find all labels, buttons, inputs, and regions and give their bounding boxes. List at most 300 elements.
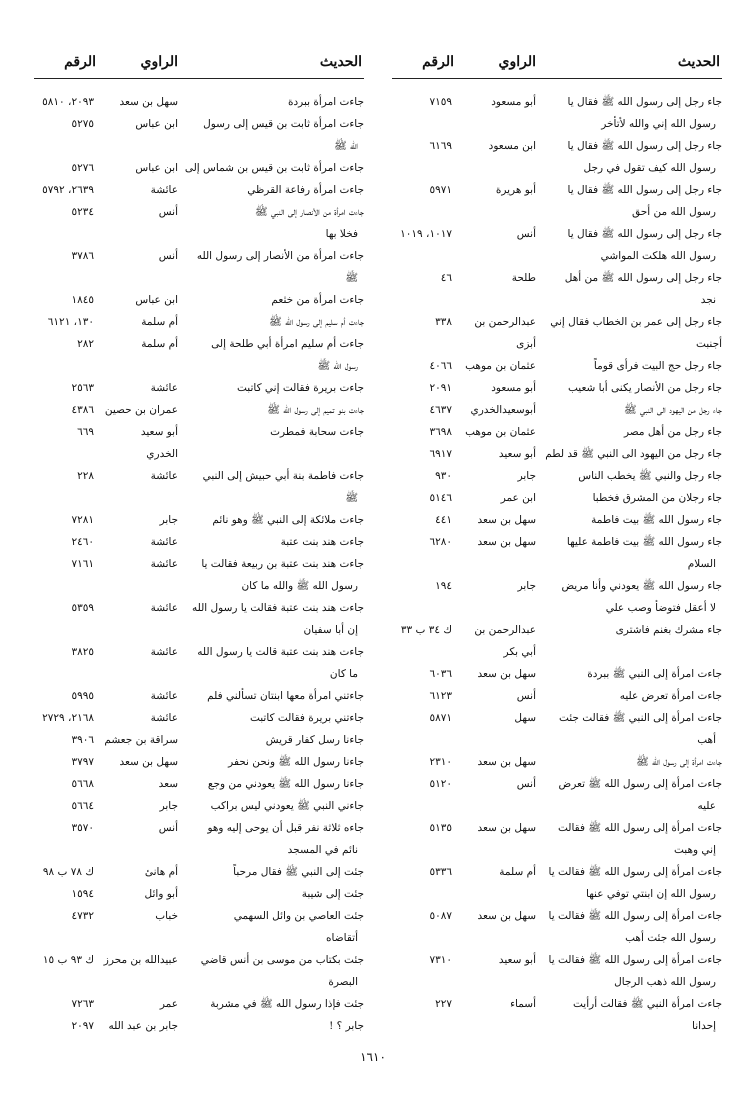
hadith-number: ٢٤٦٠ bbox=[71, 536, 94, 548]
narrator: عائشة bbox=[150, 382, 178, 394]
narrator: أبزى bbox=[516, 338, 536, 350]
hadith-text: إني وهبت bbox=[673, 844, 716, 856]
hadith-text: جاءت امرأة من الأنصار إلى رسول الله bbox=[196, 250, 364, 262]
hadith-text: جاءت امرأة إلى رسول الله ﷺ bbox=[636, 756, 722, 768]
hadith-number: ٣٥٧٠ bbox=[71, 822, 94, 834]
hadith-number: ٦١٢٣ bbox=[429, 690, 452, 702]
narrator: عثمان بن موهب bbox=[465, 360, 536, 372]
index-entry-row bbox=[34, 795, 364, 817]
hadith-text: لا أعقل فتوضأ وصب علي bbox=[605, 602, 716, 614]
index-entry-row bbox=[34, 289, 364, 311]
index-entry-row bbox=[392, 509, 722, 531]
hadith-number: ٥٨٧١ bbox=[429, 712, 452, 724]
index-entry-row bbox=[34, 113, 364, 135]
hadith-text: إن أبا سفيان bbox=[303, 624, 358, 636]
index-entry-row bbox=[392, 685, 722, 707]
hadith-text: جاء مشرك بغنم فاشترى bbox=[615, 624, 722, 636]
narrator: عمران بن حصين bbox=[104, 404, 178, 416]
narrator: أبو سعيد bbox=[498, 448, 536, 460]
index-entry-row bbox=[34, 773, 364, 795]
hadith-number: ١٥٩٤ bbox=[71, 888, 94, 900]
narrator: عائشة bbox=[150, 602, 178, 614]
narrator: ابن مسعود bbox=[488, 140, 536, 152]
index-entry-row bbox=[34, 421, 364, 443]
hadith-number: ٥١٤٦ bbox=[429, 492, 452, 504]
hadith-text: جاءت امرأة إلى رسول الله ﷺ فقالت يا bbox=[548, 910, 722, 922]
narrator: أبو مسعود bbox=[491, 382, 536, 394]
index-entry-row bbox=[392, 245, 722, 267]
index-rows bbox=[34, 79, 364, 1037]
index-entry-row bbox=[34, 311, 364, 333]
column-header bbox=[392, 50, 722, 79]
narrator: أبو سعيد bbox=[498, 954, 536, 966]
hadith-text: جاء رسول الله ﷺ بيت فاطمة bbox=[591, 514, 722, 526]
hadith-text: جاءت امرأة رفاعة القرظي bbox=[247, 184, 364, 196]
index-entry-row bbox=[34, 729, 364, 751]
hadith-text: أهب bbox=[697, 734, 716, 746]
hadith-number: ٥٦٦٤ bbox=[71, 800, 94, 812]
index-entry-row bbox=[392, 817, 722, 839]
narrator: عمر bbox=[159, 998, 178, 1010]
index-entry-row bbox=[34, 619, 364, 641]
index-entry-row bbox=[34, 465, 364, 487]
index-entry-row bbox=[34, 663, 364, 685]
hadith-number: ٦٦٩ bbox=[77, 426, 94, 438]
index-entry-row bbox=[392, 223, 722, 245]
index-entry-row bbox=[34, 355, 364, 377]
hadith-text: جاء رجل من الأنصار يكنى أبا شعيب bbox=[567, 382, 722, 394]
narrator: عائشة bbox=[150, 558, 178, 570]
narrator: أنس bbox=[158, 250, 178, 262]
hadith-text: رسول الله كيف تقول في رجل bbox=[583, 162, 716, 174]
index-entry-row bbox=[34, 597, 364, 619]
hadith-text: جاءت هند بنت عتبة قالت يا رسول الله bbox=[197, 646, 364, 658]
narrator: أبي بكر bbox=[503, 646, 536, 658]
narrator: أبو سعيد bbox=[140, 426, 178, 438]
hadith-number: ٧٣١٠ bbox=[429, 954, 452, 966]
narrator: أبو وائل bbox=[144, 888, 178, 900]
index-entry-row bbox=[392, 993, 722, 1015]
hadith-text: جاءت سحابة فمطرت bbox=[270, 426, 364, 438]
hadith-text: ما كان bbox=[329, 668, 358, 680]
index-entry-row bbox=[392, 641, 722, 663]
index-entry-row bbox=[392, 883, 722, 905]
narrator: عبيدالله بن محرز bbox=[103, 954, 178, 966]
index-entry-row bbox=[392, 179, 722, 201]
header-raqm: الرقم bbox=[422, 54, 454, 70]
index-entry-row bbox=[34, 333, 364, 355]
index-entry-row bbox=[392, 333, 722, 355]
hadith-number: ٣٨٢٥ bbox=[71, 646, 94, 658]
index-entry-row bbox=[392, 91, 722, 113]
index-entry-row bbox=[34, 949, 364, 971]
hadith-number: ٦٢٨٠ bbox=[429, 536, 452, 548]
index-entry-row bbox=[392, 751, 722, 773]
hadith-number: ٢٠٩٧ bbox=[71, 1020, 94, 1032]
index-entry-row bbox=[392, 839, 722, 861]
narrator: ابن عباس bbox=[135, 118, 178, 130]
index-entry-row bbox=[392, 399, 722, 421]
narrator: سهل بن سعد bbox=[477, 536, 536, 548]
hadith-text: جاءت ملائكة إلى النبي ﷺ وهو نائم bbox=[212, 514, 364, 526]
hadith-text: فخلا بها bbox=[325, 228, 358, 240]
hadith-number: ٢٥٦٣ bbox=[71, 382, 94, 394]
hadith-text: السلام bbox=[687, 558, 716, 570]
index-entry-row bbox=[392, 597, 722, 619]
hadith-text: عليه bbox=[697, 800, 716, 812]
narrator: سهل بن سعد bbox=[477, 668, 536, 680]
index-entry-row bbox=[34, 685, 364, 707]
hadith-text: جاءت امرأة إلى رسول الله ﷺ فقالت يا bbox=[548, 954, 722, 966]
index-entry-row bbox=[34, 267, 364, 289]
hadith-text: جاءت امرأة تعرض عليه bbox=[619, 690, 722, 702]
hadith-text: أجنبت bbox=[695, 338, 722, 350]
index-entry-row bbox=[392, 465, 722, 487]
hadith-number: ١٨٤٥ bbox=[71, 294, 94, 306]
right-index-column bbox=[392, 50, 722, 1037]
narrator: سهل بن سعد bbox=[477, 822, 536, 834]
page-number: ١٦١٠ bbox=[360, 1050, 386, 1064]
index-entry-row bbox=[392, 773, 722, 795]
hadith-text: البصرة bbox=[328, 976, 358, 988]
header-rawi: الراوي bbox=[498, 54, 536, 70]
hadith-text: ﷺ bbox=[345, 492, 358, 504]
narrator: أم سلمة bbox=[141, 338, 178, 350]
hadith-text: جاءت امرأة ثابت بن قيس بن شماس إلى bbox=[184, 162, 364, 174]
hadith-text: رسول الله إني والله لأتأخر bbox=[601, 118, 716, 130]
index-entry-row bbox=[392, 201, 722, 223]
narrator: ابن عباس bbox=[135, 162, 178, 174]
narrator: جابر بن عبد الله bbox=[108, 1020, 178, 1032]
hadith-text: نجد bbox=[700, 294, 716, 306]
hadith-number: ٥١٣٥ bbox=[429, 822, 452, 834]
hadith-text: جاءنا رسل كفار قريش bbox=[265, 734, 364, 746]
index-entry-row bbox=[34, 993, 364, 1015]
narrator: أبوسعيدالخدري bbox=[470, 404, 536, 416]
hadith-number: ٥٦٦٨ bbox=[71, 778, 94, 790]
index-entry-row bbox=[392, 113, 722, 135]
hadith-number: ٩٣٠ bbox=[435, 470, 452, 482]
index-entry-row bbox=[392, 311, 722, 333]
hadith-number: ٥١٢٠ bbox=[429, 778, 452, 790]
narrator: سعد bbox=[158, 778, 178, 790]
column-header bbox=[34, 50, 364, 79]
index-entry-row bbox=[34, 223, 364, 245]
index-entry-row bbox=[392, 355, 722, 377]
hadith-text: جئت العاصي بن وائل السهمي bbox=[233, 910, 364, 922]
hadith-number: ٥٠٨٧ bbox=[429, 910, 452, 922]
index-rows bbox=[392, 79, 722, 1037]
hadith-text: جاء رجل من اليهود الى النبي ﷺ bbox=[623, 404, 722, 416]
hadith-text: جاء رجل إلى رسول الله ﷺ فقال يا bbox=[567, 96, 722, 108]
index-entry-row bbox=[34, 201, 364, 223]
hadith-number: ١٣٠، ٦١٢١ bbox=[47, 316, 94, 328]
hadith-number: ٢١٦٨، ٢٧٢٩ bbox=[42, 712, 94, 724]
narrator: عثمان بن موهب bbox=[465, 426, 536, 438]
narrator: عائشة bbox=[150, 712, 178, 724]
narrator: أم هانئ bbox=[144, 866, 178, 878]
index-entry-row bbox=[392, 861, 722, 883]
narrator: عائشة bbox=[150, 646, 178, 658]
hadith-text: جئت إلى شيبة bbox=[301, 888, 364, 900]
hadith-text: جابر ؟ ! bbox=[329, 1020, 364, 1032]
index-entry-row bbox=[34, 487, 364, 509]
hadith-text: جاءتني امرأة معها ابنتان تسألني فلم bbox=[207, 690, 364, 702]
header-hadith: الحديث bbox=[677, 54, 720, 70]
index-entry-row bbox=[392, 487, 722, 509]
hadith-text: جاءت أم سليم امرأة أبي طلحة إلى bbox=[211, 338, 364, 350]
header-raqm: الرقم bbox=[64, 54, 96, 70]
index-entry-row bbox=[392, 135, 722, 157]
narrator: أنس bbox=[516, 778, 536, 790]
index-entry-row bbox=[34, 1015, 364, 1037]
hadith-text: جئت بكتاب من موسى بن أنس قاضي bbox=[200, 954, 364, 966]
hadith-number: ٦٠٣٦ bbox=[429, 668, 452, 680]
narrator: عائشة bbox=[150, 470, 178, 482]
narrator: سهل بن سعد bbox=[477, 514, 536, 526]
hadith-text: جاء رجل إلى عمر بن الخطاب فقال إني bbox=[550, 316, 722, 328]
index-entry-row bbox=[392, 663, 722, 685]
narrator: سهل بن سعد bbox=[119, 96, 178, 108]
hadith-number: ٥٢٧٦ bbox=[71, 162, 94, 174]
index-entry-row bbox=[34, 399, 364, 421]
hadith-number: ٥٩٩٥ bbox=[71, 690, 94, 702]
narrator: سهل بن سعد bbox=[119, 756, 178, 768]
index-entry-row bbox=[34, 641, 364, 663]
hadith-text: جاء رسول الله ﷺ يعودني وأنا مريض bbox=[561, 580, 722, 592]
hadith-number: ٧٢٦٣ bbox=[71, 998, 94, 1010]
hadith-number: ٢٢٧ bbox=[435, 998, 452, 1010]
hadith-number: ٣٧٩٧ bbox=[71, 756, 94, 768]
index-entry-row bbox=[392, 267, 722, 289]
hadith-number: ٧١٦١ bbox=[71, 558, 94, 570]
narrator: سهل بن سعد bbox=[477, 756, 536, 768]
hadith-text: جاء رسول الله ﷺ بيت فاطمة عليها bbox=[566, 536, 722, 548]
hadith-text: جاء رجل من أهل مصر bbox=[623, 426, 722, 438]
hadith-text: جئت إلى النبي ﷺ فقال مرحباً bbox=[233, 866, 364, 878]
hadith-number: ٥٣٥٩ bbox=[71, 602, 94, 614]
index-entry-row bbox=[392, 377, 722, 399]
index-entry-row bbox=[34, 553, 364, 575]
hadith-text: ﷺ bbox=[345, 272, 358, 284]
index-entry-row bbox=[34, 531, 364, 553]
index-entry-row bbox=[392, 729, 722, 751]
header-hadith: الحديث bbox=[319, 54, 362, 70]
hadith-text: جاء رجل إلى رسول الله ﷺ من أهل bbox=[564, 272, 722, 284]
index-entry-row bbox=[392, 795, 722, 817]
hadith-text: جاءت امرأة إلى النبي ﷺ ببردة bbox=[587, 668, 722, 680]
hadith-text: جاء رجل إلى رسول الله ﷺ فقال يا bbox=[567, 184, 722, 196]
hadith-number: ٥٩٧١ bbox=[429, 184, 452, 196]
hadith-text: جاء رجل والنبي ﷺ يخطب الناس bbox=[578, 470, 722, 482]
narrator: الخدري bbox=[146, 448, 178, 460]
hadith-text: جاء رجل إلى رسول الله ﷺ فقال يا bbox=[567, 228, 722, 240]
left-index-column bbox=[34, 50, 364, 1037]
hadith-number: ٤٦٣٧ bbox=[429, 404, 452, 416]
hadith-text: جاءت امرأة إلى رسول الله ﷺ تعرض bbox=[558, 778, 722, 790]
hadith-text: جاءت امرأة النبي ﷺ فقالت أرأيت bbox=[572, 998, 722, 1010]
hadith-text: جاءت بنو تميم إلى رسول الله ﷺ bbox=[267, 404, 364, 416]
hadith-text: أتقاضاه bbox=[326, 932, 358, 944]
index-entry-row bbox=[34, 91, 364, 113]
hadith-text: جاءتني بريرة فقالت كاتبت bbox=[249, 712, 364, 724]
hadith-number: ٥٣٣٦ bbox=[429, 866, 452, 878]
hadith-text: جاءت هند بنت عتبة فقالت يا رسول الله bbox=[191, 602, 364, 614]
hadith-number: ٣٣٨ bbox=[435, 316, 452, 328]
hadith-text: رسول الله هلكت المواشي bbox=[600, 250, 716, 262]
index-entry-row bbox=[34, 707, 364, 729]
hadith-text: رسول الله جئت أهب bbox=[625, 932, 716, 944]
narrator: عبدالرحمن بن bbox=[474, 624, 536, 636]
index-entry-row bbox=[392, 619, 722, 641]
hadith-text: نائم في المسجد bbox=[287, 844, 358, 856]
hadith-text: رسول الله ذهب الرجال bbox=[614, 976, 716, 988]
hadith-number: ٤٣٨٦ bbox=[71, 404, 94, 416]
hadith-number: ٥٢٧٥ bbox=[71, 118, 94, 130]
index-entry-row bbox=[392, 443, 722, 465]
narrator: أنس bbox=[158, 822, 178, 834]
hadith-number: ٢٠٩١ bbox=[429, 382, 452, 394]
index-entry-row bbox=[392, 553, 722, 575]
hadith-text: جاءت امرأة ثابت بن قيس إلى رسول bbox=[203, 118, 364, 130]
hadith-text: جاءت امرأة من الأنصار إلى النبي ﷺ bbox=[254, 206, 364, 218]
hadith-number: ٧١٥٩ bbox=[429, 96, 452, 108]
index-entry-row bbox=[34, 443, 364, 465]
hadith-text: جاء رجل إلى رسول الله ﷺ فقال يا bbox=[567, 140, 722, 152]
index-entry-row bbox=[34, 927, 364, 949]
hadith-text: جاءت امرأة إلى رسول الله ﷺ فقالت bbox=[557, 822, 722, 834]
hadith-number: ك ٧٨ ب ٩٨ bbox=[42, 866, 94, 878]
index-entry-row bbox=[34, 817, 364, 839]
hadith-text: جاءنا رسول الله ﷺ ونحن نحفر bbox=[228, 756, 364, 768]
index-entry-row bbox=[392, 157, 722, 179]
hadith-number: ٢٣١٠ bbox=[429, 756, 452, 768]
hadith-text: رسول الله ﷺ والله ما كان bbox=[241, 580, 358, 592]
hadith-text: جاءت امرأة ببردة bbox=[287, 96, 364, 108]
hadith-text: جاء رجل حج البيت فرأى قوماً bbox=[593, 360, 722, 372]
hadith-text: رسول الله إن ابنتي توفي عنها bbox=[586, 888, 716, 900]
hadith-number: ٤٠٦٦ bbox=[429, 360, 452, 372]
narrator: خباب bbox=[155, 910, 178, 922]
index-entry-row bbox=[34, 861, 364, 883]
index-entry-row bbox=[34, 179, 364, 201]
index-entry-row bbox=[34, 245, 364, 267]
hadith-text: جاء رجلان من المشرق فخطبا bbox=[592, 492, 722, 504]
index-entry-row bbox=[392, 707, 722, 729]
index-entry-row bbox=[392, 905, 722, 927]
narrator: عائشة bbox=[150, 536, 178, 548]
hadith-text: جاءني النبي ﷺ يعودني ليس براكب bbox=[210, 800, 364, 812]
hadith-number: ٢٠٩٣، ٥٨١٠ bbox=[42, 96, 94, 108]
hadith-text: إحدانا bbox=[692, 1020, 716, 1032]
hadith-text: جاءت أم سليم إلى رسول الله ﷺ bbox=[269, 316, 364, 328]
narrator: جابر bbox=[159, 800, 178, 812]
narrator: طلحة bbox=[511, 272, 536, 284]
hadith-number: ٦١٦٩ bbox=[429, 140, 452, 152]
hadith-number: ٣٩٠٦ bbox=[71, 734, 94, 746]
hadith-text: جاء رجل من اليهود الى النبي ﷺ قد لطم bbox=[545, 448, 722, 460]
narrator: ابن عمر bbox=[500, 492, 536, 504]
narrator: جابر bbox=[159, 514, 178, 526]
hadith-number: ٢٢٨ bbox=[77, 470, 94, 482]
hadith-text: جاءت هند بنت عتبة bbox=[280, 536, 364, 548]
index-entry-row bbox=[392, 289, 722, 311]
index-entry-row bbox=[392, 971, 722, 993]
hadith-text: رسول الله من أحق bbox=[632, 206, 716, 218]
narrator: سراقة بن جعشم bbox=[104, 734, 178, 746]
index-entry-row bbox=[34, 751, 364, 773]
index-entry-row bbox=[34, 905, 364, 927]
index-entry-row bbox=[34, 883, 364, 905]
index-entry-row bbox=[392, 1015, 722, 1037]
index-entry-row bbox=[34, 575, 364, 597]
hadith-text: رسول الله ﷺ bbox=[317, 360, 358, 372]
hadith-text: جاءت هند بنت عتبة بن ربيعة فقالت يا bbox=[201, 558, 364, 570]
narrator: عائشة bbox=[150, 690, 178, 702]
hadith-text: جاءت امرأة من خثعم bbox=[271, 294, 364, 306]
narrator: جابر bbox=[517, 580, 536, 592]
narrator: أنس bbox=[516, 690, 536, 702]
narrator: ابن عباس bbox=[135, 294, 178, 306]
hadith-text: جاءت امرأة إلى رسول الله ﷺ فقالت يا bbox=[548, 866, 722, 878]
narrator: سهل bbox=[514, 712, 536, 724]
hadith-number: ك ٣٤ ب ٣٣ bbox=[400, 624, 452, 636]
index-entry-row bbox=[34, 971, 364, 993]
hadith-text: جاءنا رسول الله ﷺ يعودني من وجع bbox=[207, 778, 364, 790]
narrator: أسماء bbox=[510, 998, 536, 1010]
hadith-number: ٢٦٣٩، ٥٧٩٢ bbox=[42, 184, 94, 196]
hadith-text: جاءه ثلاثة نفر قبل أن يوحى إليه وهو bbox=[207, 822, 364, 834]
hadith-number: ٣٦٩٨ bbox=[429, 426, 452, 438]
hadith-number: ك ٩٣ ب ١٥ bbox=[42, 954, 94, 966]
hadith-number: ٤٧٣٢ bbox=[71, 910, 94, 922]
narrator: جابر bbox=[517, 470, 536, 482]
index-entry-row bbox=[34, 135, 364, 157]
hadith-text: الله ﷺ bbox=[334, 140, 358, 152]
narrator: أنس bbox=[158, 206, 178, 218]
hadith-number: ٤٦ bbox=[440, 272, 452, 284]
hadith-text: جاءت بريرة فقالت إني كاتبت bbox=[236, 382, 364, 394]
index-entry-row bbox=[392, 421, 722, 443]
index-entry-row bbox=[34, 839, 364, 861]
index-entry-row bbox=[34, 157, 364, 179]
hadith-text: جئت فإذا رسول الله ﷺ في مشربة bbox=[210, 998, 364, 1010]
narrator: عبدالرحمن بن bbox=[474, 316, 536, 328]
index-entry-row bbox=[392, 575, 722, 597]
hadith-number: ٧٢٨١ bbox=[71, 514, 94, 526]
narrator: سهل بن سعد bbox=[477, 910, 536, 922]
narrator: أم سلمة bbox=[499, 866, 536, 878]
hadith-number: ٤٤١ bbox=[435, 514, 452, 526]
narrator: أم سلمة bbox=[141, 316, 178, 328]
index-entry-row bbox=[34, 509, 364, 531]
hadith-number: ١٩٤ bbox=[435, 580, 452, 592]
hadith-number: ١٠١٧، ١٠١٩ bbox=[400, 228, 452, 240]
index-entry-row bbox=[392, 531, 722, 553]
narrator: أبو هريرة bbox=[495, 184, 536, 196]
hadith-number: ٥٢٣٤ bbox=[71, 206, 94, 218]
index-entry-row bbox=[34, 377, 364, 399]
header-rawi: الراوي bbox=[140, 54, 178, 70]
narrator: أبو مسعود bbox=[491, 96, 536, 108]
hadith-text: جاءت امرأة إلى النبي ﷺ فقالت جئت bbox=[558, 712, 722, 724]
narrator: عائشة bbox=[150, 184, 178, 196]
index-entry-row bbox=[392, 949, 722, 971]
hadith-number: ٦٩١٧ bbox=[429, 448, 452, 460]
index-entry-row bbox=[392, 927, 722, 949]
narrator: أنس bbox=[516, 228, 536, 240]
hadith-number: ٣٧٨٦ bbox=[71, 250, 94, 262]
